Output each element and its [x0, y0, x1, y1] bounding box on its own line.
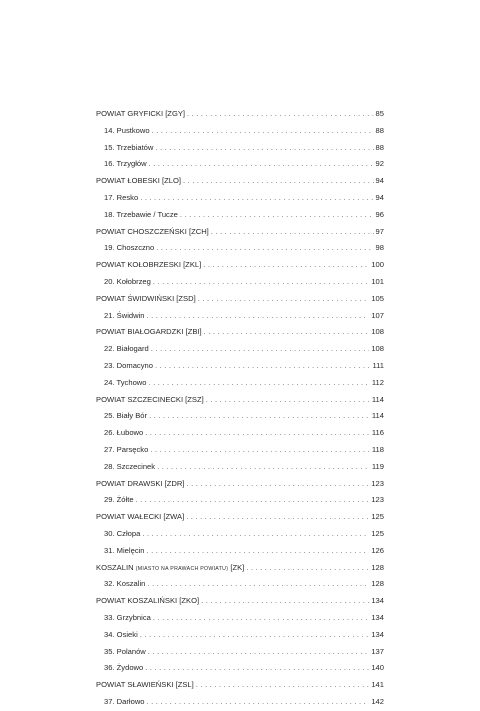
toc-entry-label: [104, 240, 154, 257]
toc-entry-locality: [96, 207, 384, 224]
toc-entry-label: [96, 173, 181, 190]
toc-entry-label: [104, 207, 178, 224]
toc-page-number: 112: [371, 377, 384, 387]
toc-entry-title: POWIAT SZCZECINECKI [ZSZ]: [96, 394, 204, 404]
toc-entry-title: 25. Biały Bór: [104, 411, 148, 421]
toc-entry-county: [96, 476, 384, 493]
toc-page-number: 128: [371, 579, 384, 589]
toc-entry-county: [96, 257, 384, 274]
toc-entry-label: [96, 257, 201, 274]
toc-entry-title: 37. Darłowo: [104, 696, 145, 706]
toc-entry-code: [ZK]: [230, 562, 245, 572]
toc-entry-label: [104, 576, 145, 593]
toc-entry-county: [96, 291, 384, 308]
toc-entry-locality: [96, 459, 384, 476]
toc-entry-locality: [96, 140, 384, 157]
toc-entry-label: [96, 593, 199, 610]
toc-entry-county: [96, 173, 384, 190]
toc-entry-county: [96, 677, 384, 694]
toc-entry-title: 14. Pustkowo: [104, 125, 150, 135]
toc-entry-label: [104, 526, 140, 543]
toc-entry-locality: [96, 156, 384, 173]
toc-entry-title: 19. Choszczno: [104, 243, 155, 253]
dot-leader: [157, 459, 370, 476]
toc-entry-title: POWIAT ŚWIDWIŃSKI [ZSD]: [96, 293, 196, 303]
toc-entry-county: [96, 560, 384, 577]
toc-entry-county: [96, 392, 384, 409]
toc-entry-locality: [96, 694, 384, 711]
toc-entry-label: [104, 408, 147, 425]
toc-entry-label: [104, 425, 143, 442]
toc-page-number: 114: [371, 411, 384, 421]
table-of-contents: [96, 106, 384, 711]
toc-entry-label: [104, 459, 155, 476]
toc-entry-locality: [96, 627, 384, 644]
toc-page-number: 107: [371, 310, 384, 320]
toc-entry-locality: [96, 610, 384, 627]
toc-page-number: 118: [371, 444, 384, 454]
toc-entry-title: POWIAT GRYFICKI [ZGY]: [96, 109, 186, 118]
toc-page-number: 108: [371, 327, 384, 337]
dot-leader: [186, 509, 369, 526]
toc-page-number: 88: [375, 125, 384, 135]
toc-page-number: 119: [371, 461, 384, 471]
toc-entry-label: [104, 358, 153, 375]
dot-leader: [140, 627, 370, 644]
toc-entry-locality: [96, 644, 384, 661]
toc-entry-locality: [96, 442, 384, 459]
toc-page-number: 116: [371, 428, 384, 438]
toc-entry-title: 26. Łubowo: [104, 428, 144, 438]
dot-leader: [147, 576, 369, 593]
toc-page-number: 96: [375, 209, 384, 219]
toc-entry-title: 20. Kołobrzeg: [104, 276, 151, 286]
dot-leader: [156, 240, 373, 257]
toc-page-number: 125: [371, 512, 384, 522]
dot-leader: [186, 476, 369, 493]
toc-entry-label: [96, 677, 194, 694]
toc-entry-label: [104, 274, 151, 291]
toc-page-number: 101: [371, 276, 384, 286]
toc-entry-label: [96, 476, 184, 493]
toc-page-number: 126: [371, 545, 384, 555]
dot-leader: [142, 526, 369, 543]
toc-page-number: 111: [372, 360, 384, 370]
toc-page-number: 123: [371, 478, 384, 488]
toc-entry-label: [96, 392, 204, 409]
toc-entry-title: 15. Trzebiatów: [104, 142, 154, 152]
toc-entry-title: POWIAT CHOSZCZEŃSKI [ZCH]: [96, 226, 209, 236]
toc-entry-title: KOSZALIN: [96, 562, 134, 572]
toc-entry-title: 34. Osieki: [104, 629, 138, 639]
toc-page-number: 128: [371, 562, 384, 572]
dot-leader: [147, 543, 370, 560]
toc-page-number: 100: [371, 260, 384, 270]
dot-leader: [201, 593, 369, 610]
toc-entry-title: 17. Resko: [104, 192, 139, 202]
toc-entry-label: [104, 442, 148, 459]
toc-entry-title: POWIAT KOŁOBRZESKI [ZKL]: [96, 260, 202, 270]
dot-leader: [149, 156, 374, 173]
dot-leader: [187, 106, 374, 123]
dot-leader: [147, 308, 370, 325]
dot-leader: [145, 660, 369, 677]
toc-page-number: 97: [375, 226, 384, 236]
toc-entry-locality: [96, 492, 384, 509]
toc-entry-title: POWIAT SŁAWIEŃSKI [ZSL]: [96, 680, 194, 690]
toc-entry-title: 36. Żydowo: [104, 663, 144, 673]
toc-page-number: 114: [371, 394, 384, 404]
toc-entry-label: [96, 106, 185, 123]
toc-entry-title: 24. Tychowo: [104, 377, 147, 387]
dot-leader: [149, 375, 370, 392]
toc-page-number: 105: [371, 293, 384, 303]
dot-leader: [211, 224, 374, 241]
toc-page-number: 141: [371, 680, 384, 690]
dot-leader: [198, 291, 370, 308]
toc-entry-locality: [96, 425, 384, 442]
toc-entry-locality: [96, 408, 384, 425]
dot-leader: [148, 644, 370, 661]
toc-entry-locality: [96, 190, 384, 207]
toc-entry-locality: [96, 240, 384, 257]
toc-entry-title: 21. Świdwin: [104, 310, 145, 320]
toc-page-number: 94: [375, 176, 384, 186]
toc-page-number: 98: [375, 243, 384, 253]
toc-entry-county: [96, 509, 384, 526]
toc-entry-locality: [96, 543, 384, 560]
toc-entry-title: 23. Domacyno: [104, 360, 153, 370]
dot-leader: [153, 274, 369, 291]
toc-page-number: 142: [371, 696, 384, 706]
toc-entry-label: [96, 560, 244, 578]
dot-leader: [145, 425, 370, 442]
toc-entry-locality: [96, 123, 384, 140]
toc-page-number: 108: [371, 344, 384, 354]
toc-entry-title: POWIAT DRAWSKI [ZDR]: [96, 478, 185, 488]
dot-leader: [155, 140, 373, 157]
dot-leader: [206, 392, 370, 409]
dot-leader: [153, 610, 369, 627]
toc-entry-locality: [96, 274, 384, 291]
toc-entry-label: [96, 509, 184, 526]
toc-entry-county: [96, 324, 384, 341]
toc-page-number: 134: [371, 612, 384, 622]
toc-entry-title: 28. Szczecinek: [104, 461, 156, 471]
toc-entry-label: [104, 492, 134, 509]
toc-entry-note: (MIASTO NA PRAWACH POWIATU): [135, 565, 229, 572]
dot-leader: [183, 173, 374, 190]
toc-entry-label: [104, 140, 153, 157]
toc-entry-label: [96, 224, 209, 241]
toc-entry-label: [104, 341, 149, 358]
toc-entry-title: 30. Człopa: [104, 528, 141, 538]
toc-entry-label: [104, 660, 143, 677]
dot-leader: [155, 358, 370, 375]
toc-page-number: 140: [371, 663, 384, 673]
dot-leader: [246, 560, 369, 577]
toc-entry-label: [104, 308, 145, 325]
dot-leader: [147, 694, 370, 711]
toc-entry-title: POWIAT WAŁECKI [ZWA]: [96, 512, 185, 522]
dot-leader: [152, 123, 374, 140]
dot-leader: [203, 257, 369, 274]
toc-entry-locality: [96, 341, 384, 358]
toc-entry-label: [104, 543, 145, 560]
toc-page-number: 85: [375, 109, 384, 118]
dot-leader: [136, 492, 370, 509]
toc-page-number: 134: [371, 629, 384, 639]
toc-page-number: 123: [371, 495, 384, 505]
toc-entry-label: [104, 694, 145, 711]
dot-leader: [150, 442, 370, 459]
toc-entry-label: [104, 123, 150, 140]
toc-entry-locality: [96, 308, 384, 325]
toc-entry-locality: [96, 576, 384, 593]
toc-entry-title: 18. Trzebawie / Tucze: [104, 209, 178, 219]
toc-entry-locality: [96, 375, 384, 392]
toc-entry-label: [104, 375, 147, 392]
dot-leader: [196, 677, 370, 694]
toc-entry-title: 27. Parsęcko: [104, 444, 149, 454]
toc-page-number: 137: [371, 646, 384, 656]
toc-entry-title: 22. Białogard: [104, 344, 149, 354]
toc-entry-title: 31. Mielęcin: [104, 545, 145, 555]
toc-entry-locality: [96, 358, 384, 375]
dot-leader: [151, 341, 370, 358]
toc-entry-title: POWIAT ŁOBESKI [ZLO]: [96, 176, 181, 186]
toc-entry-locality: [96, 660, 384, 677]
toc-entry-locality: [96, 526, 384, 543]
toc-entry-county: [96, 106, 384, 123]
toc-page-number: 88: [375, 142, 384, 152]
toc-entry-title: POWIAT BIAŁOGARDZKI [ZBI]: [96, 327, 202, 337]
toc-entry-title: 35. Polanów: [104, 646, 146, 656]
toc-entry-title: 33. Grzybnica: [104, 612, 151, 622]
toc-entry-label: [104, 627, 138, 644]
toc-entry-title: 29. Żółte: [104, 495, 134, 505]
toc-entry-title: POWIAT KOSZALIŃSKI [ZKO]: [96, 596, 200, 606]
toc-page-number: 92: [375, 159, 384, 169]
toc-entry-label: [96, 324, 202, 341]
toc-entry-label: [104, 610, 151, 627]
dot-leader: [149, 408, 370, 425]
dot-leader: [180, 207, 374, 224]
dot-leader: [204, 324, 370, 341]
toc-entry-county: [96, 224, 384, 241]
toc-entry-label: [104, 156, 147, 173]
toc-entry-county: [96, 593, 384, 610]
toc-entry-label: [104, 644, 146, 661]
toc-entry-label: [96, 291, 196, 308]
toc-entry-title: 16. Trzygłów: [104, 159, 147, 169]
toc-page-number: 134: [371, 596, 384, 606]
dot-leader: [140, 190, 373, 207]
toc-entry-label: [104, 190, 138, 207]
toc-page-number: 125: [371, 528, 384, 538]
toc-page-number: 94: [375, 192, 384, 202]
toc-entry-title: 32. Koszalin: [104, 579, 146, 589]
